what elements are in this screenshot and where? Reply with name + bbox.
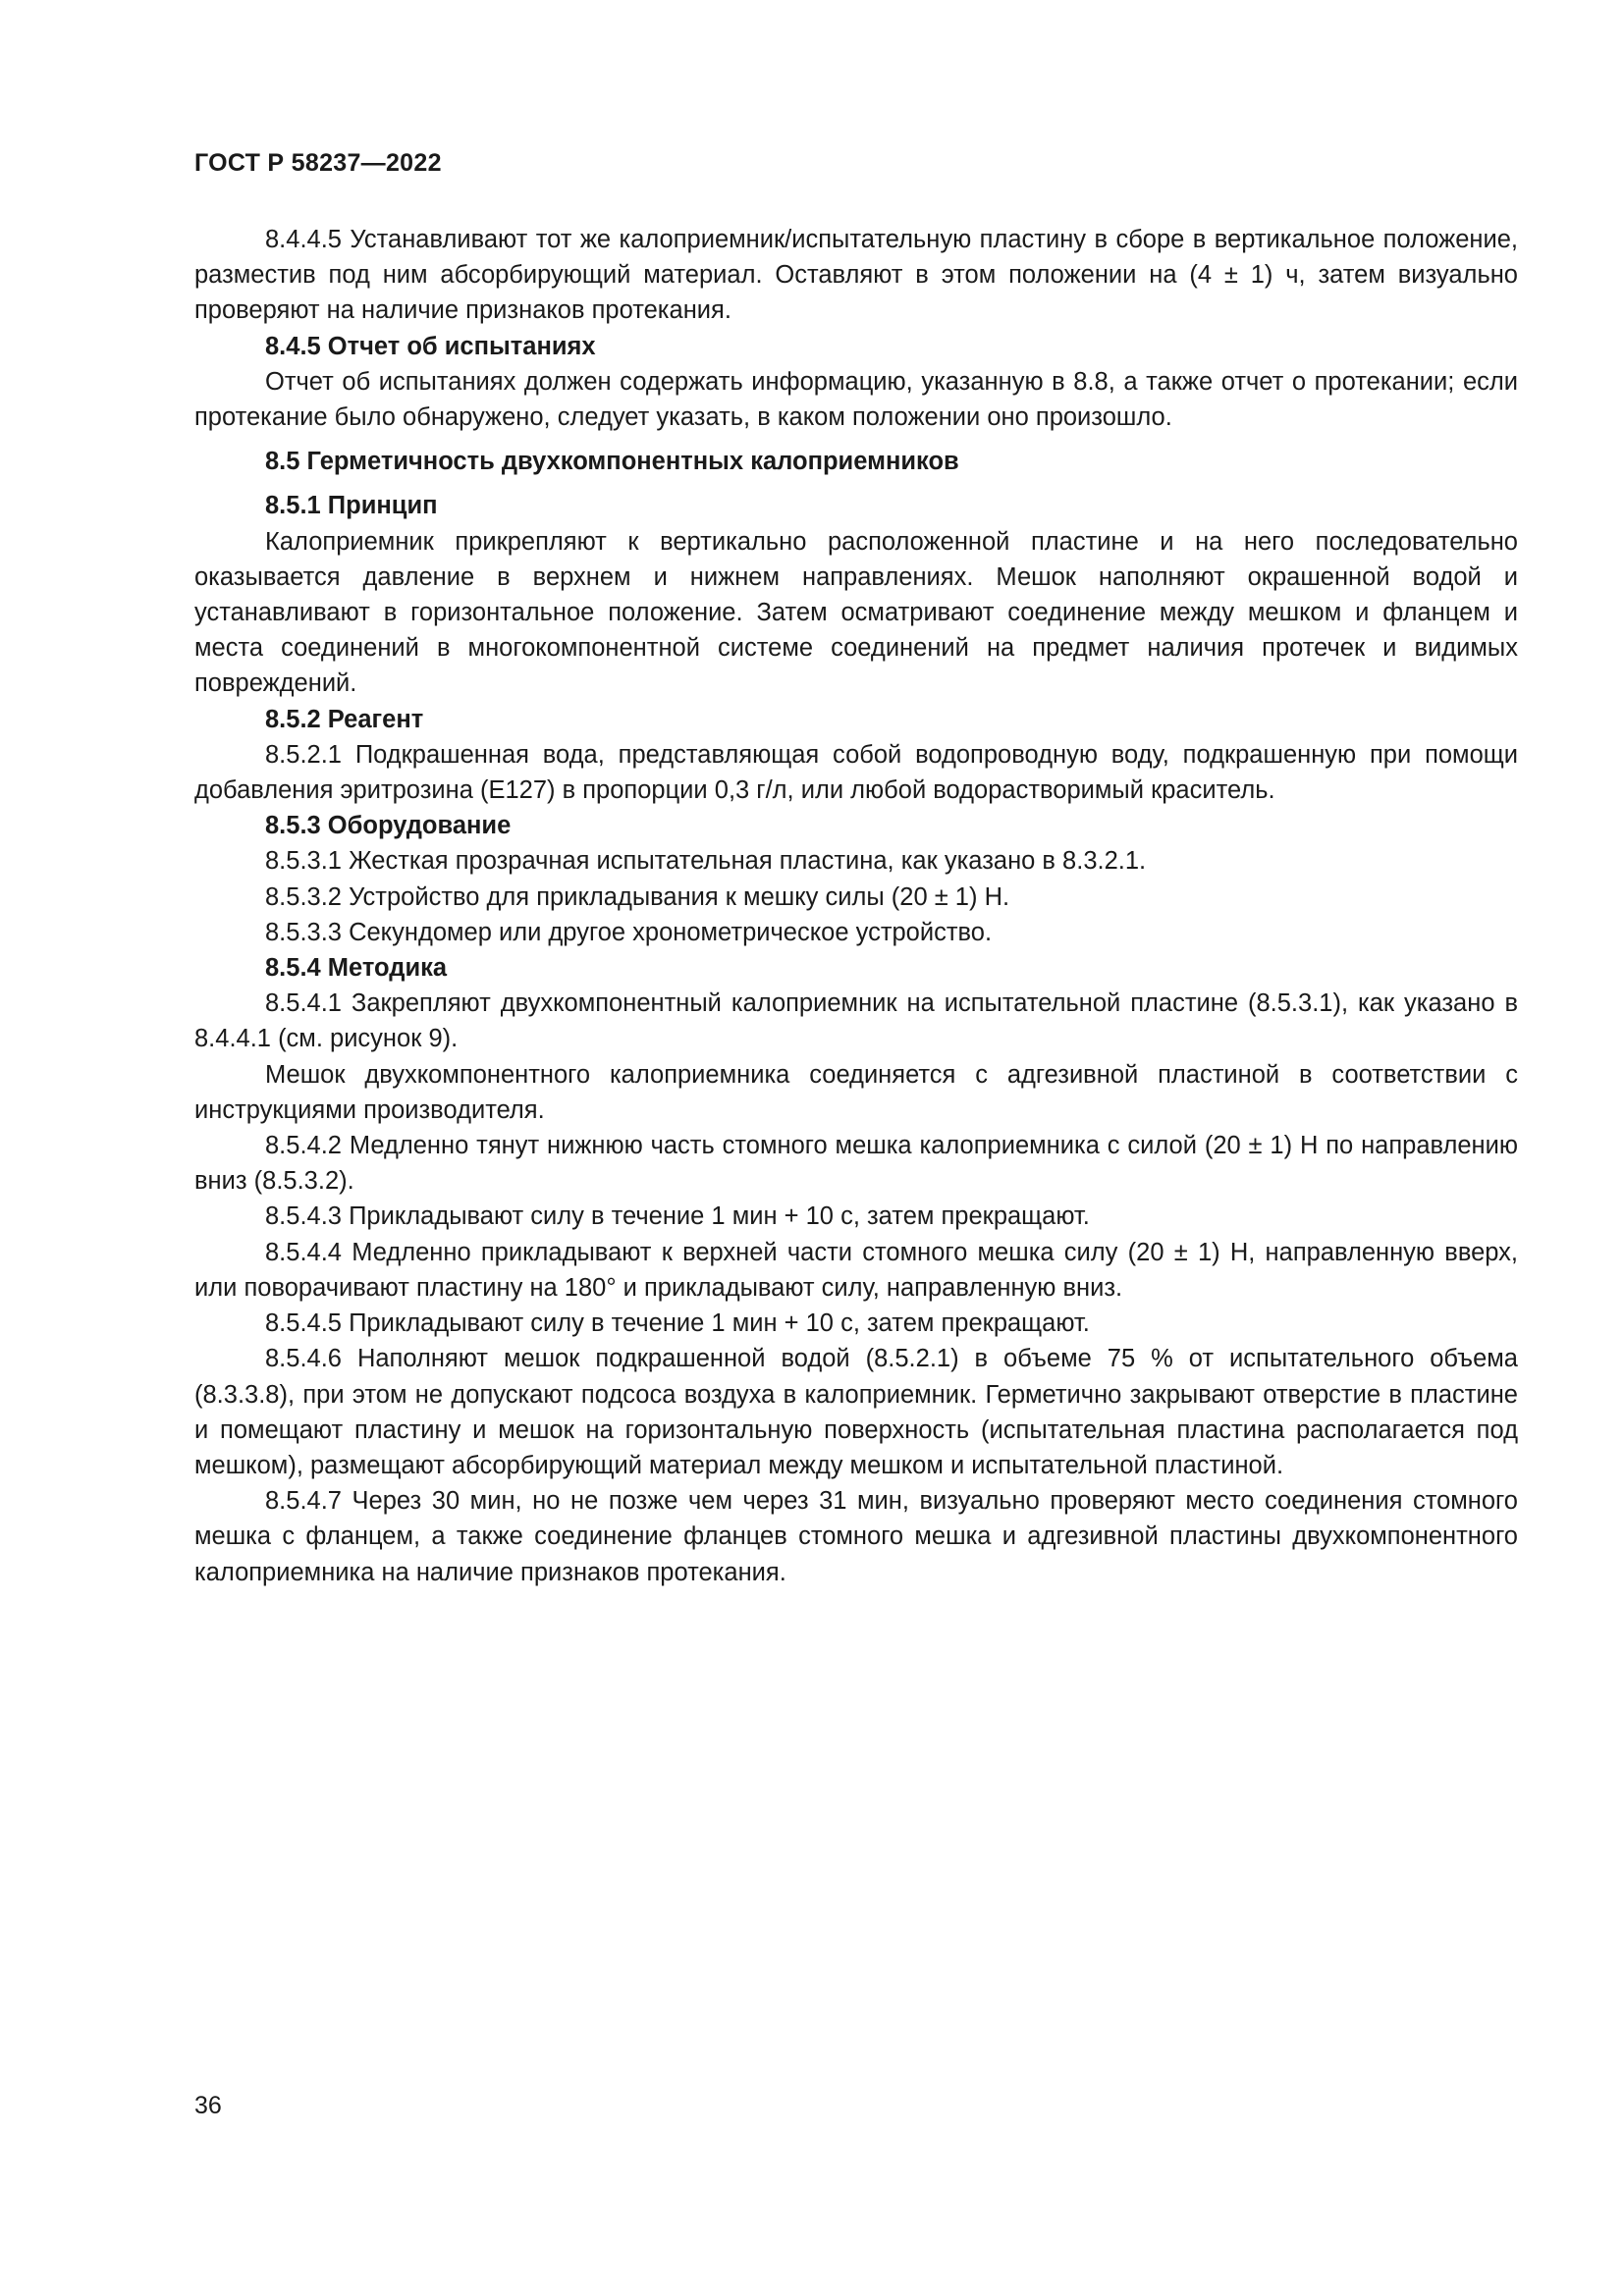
paragraph-8-5-2-1: 8.5.2.1 Подкрашенная вода, представляющая собой водопроводную воду, подкрашенную при помощи добавления эритрозина (Е127) в пропорции 0,3 г/л, или любой водорастворимый краситель. — [194, 740, 1518, 805]
paragraph-8-5-3-2: 8.5.3.2 Устройство для прикладывания к мешку силы (20 ± 1) Н. — [265, 882, 1010, 911]
paragraph-8-5-4-7: 8.5.4.7 Через 30 мин, но не позже чем через 31 мин, визуально проверяют место соединения стомного мешка с фланцем, а также соединение фланцев стомного мешка и адгезивной пластины двухкомпонентного калоприемника на наличие признаков протекания. — [194, 1487, 1518, 1586]
paragraph-test-report: Отчет об испытаниях должен содержать информацию, указанную в 8.8, а также отчет о протекании; если протекание было обнаружено, следует указать, в каком положении оно произошло. — [194, 367, 1518, 432]
paragraph-8-5-4-6: 8.5.4.6 Наполняют мешок подкрашенной водой (8.5.2.1) в объеме 75 % от испытательного объема (8.3.3.8), при этом не допускают подсоса воздуха в калоприемник. Герметично закрывают отверстие в пластине и помещают пластину и мешок на горизонтальную поверхность (испытательная пластина располагается под мешком), размещают абсорбирующий материал между мешком и испытательной пластиной. — [194, 1345, 1518, 1479]
document-body — [194, 222, 1518, 1590]
heading-8-5-1: 8.5.1 Принцип — [265, 492, 438, 520]
heading-8-5-2: 8.5.2 Реагент — [265, 705, 424, 733]
paragraph-8-5-4-3: 8.5.4.3 Прикладывают силу в течение 1 мин + 10 с, затем прекращают. — [265, 1202, 1090, 1231]
heading-8-5: 8.5 Герметичность двухкомпонентных калоприемников — [265, 448, 959, 476]
paragraph-bag-connection: Мешок двухкомпонентного калоприемника соединяется с адгезивной пластиной в соответствии с инструкциями производителя. — [194, 1060, 1518, 1124]
paragraph-8-5-4-2: 8.5.4.2 Медленно тянут нижнюю часть стомного мешка калоприемника с силой (20 ± 1) Н по направлению вниз (8.5.3.2). — [194, 1132, 1518, 1196]
document-header: ГОСТ Р 58237—2022 — [194, 149, 442, 177]
page-number: 36 — [194, 2092, 222, 2119]
heading-8-4-5: 8.4.5 Отчет об испытаниях — [265, 332, 596, 360]
paragraph-principle: Калоприемник прикрепляют к вертикально расположенной пластине и на него последовательно оказывается давление в верхнем и нижнем направлениях. Мешок наполняют окрашенной водой и устанавливают в горизонтальное положение. Затем осматривают соединение между мешком и фланцем и места соединений в многокомпонентной системе соединений на предмет наличия протечек и видимых повреждений. — [194, 527, 1518, 698]
paragraph-8-4-4-5: 8.4.4.5 Устанавливают тот же калоприемник/испытательную пластину в сборе в вертикальное положение, разместив под ним абсорбирующий материал. Оставляют в этом положении на (4 ± 1) ч, затем визуально проверяют на наличие признаков протекания. — [194, 226, 1518, 325]
paragraph-8-5-4-5: 8.5.4.5 Прикладывают силу в течение 1 мин + 10 с, затем прекращают. — [265, 1309, 1090, 1338]
heading-8-5-4: 8.5.4 Методика — [265, 954, 448, 983]
paragraph-8-5-3-3: 8.5.3.3 Секундомер или другое хронометрическое устройство. — [265, 918, 993, 946]
heading-8-5-3: 8.5.3 Оборудование — [265, 812, 512, 840]
paragraph-8-5-4-1: 8.5.4.1 Закрепляют двухкомпонентный калоприемник на испытательной пластине (8.5.3.1), как указано в 8.4.4.1 (см. рисунок 9). — [194, 989, 1518, 1053]
paragraph-8-5-3-1: 8.5.3.1 Жесткая прозрачная испытательная пластина, как указано в 8.3.2.1. — [265, 847, 1147, 876]
paragraph-8-5-4-4: 8.5.4.4 Медленно прикладывают к верхней части стомного мешка силу (20 ± 1) Н, направленную вверх, или поворачивают пластину на 180° и прикладывают силу, направленную вниз. — [194, 1238, 1518, 1302]
